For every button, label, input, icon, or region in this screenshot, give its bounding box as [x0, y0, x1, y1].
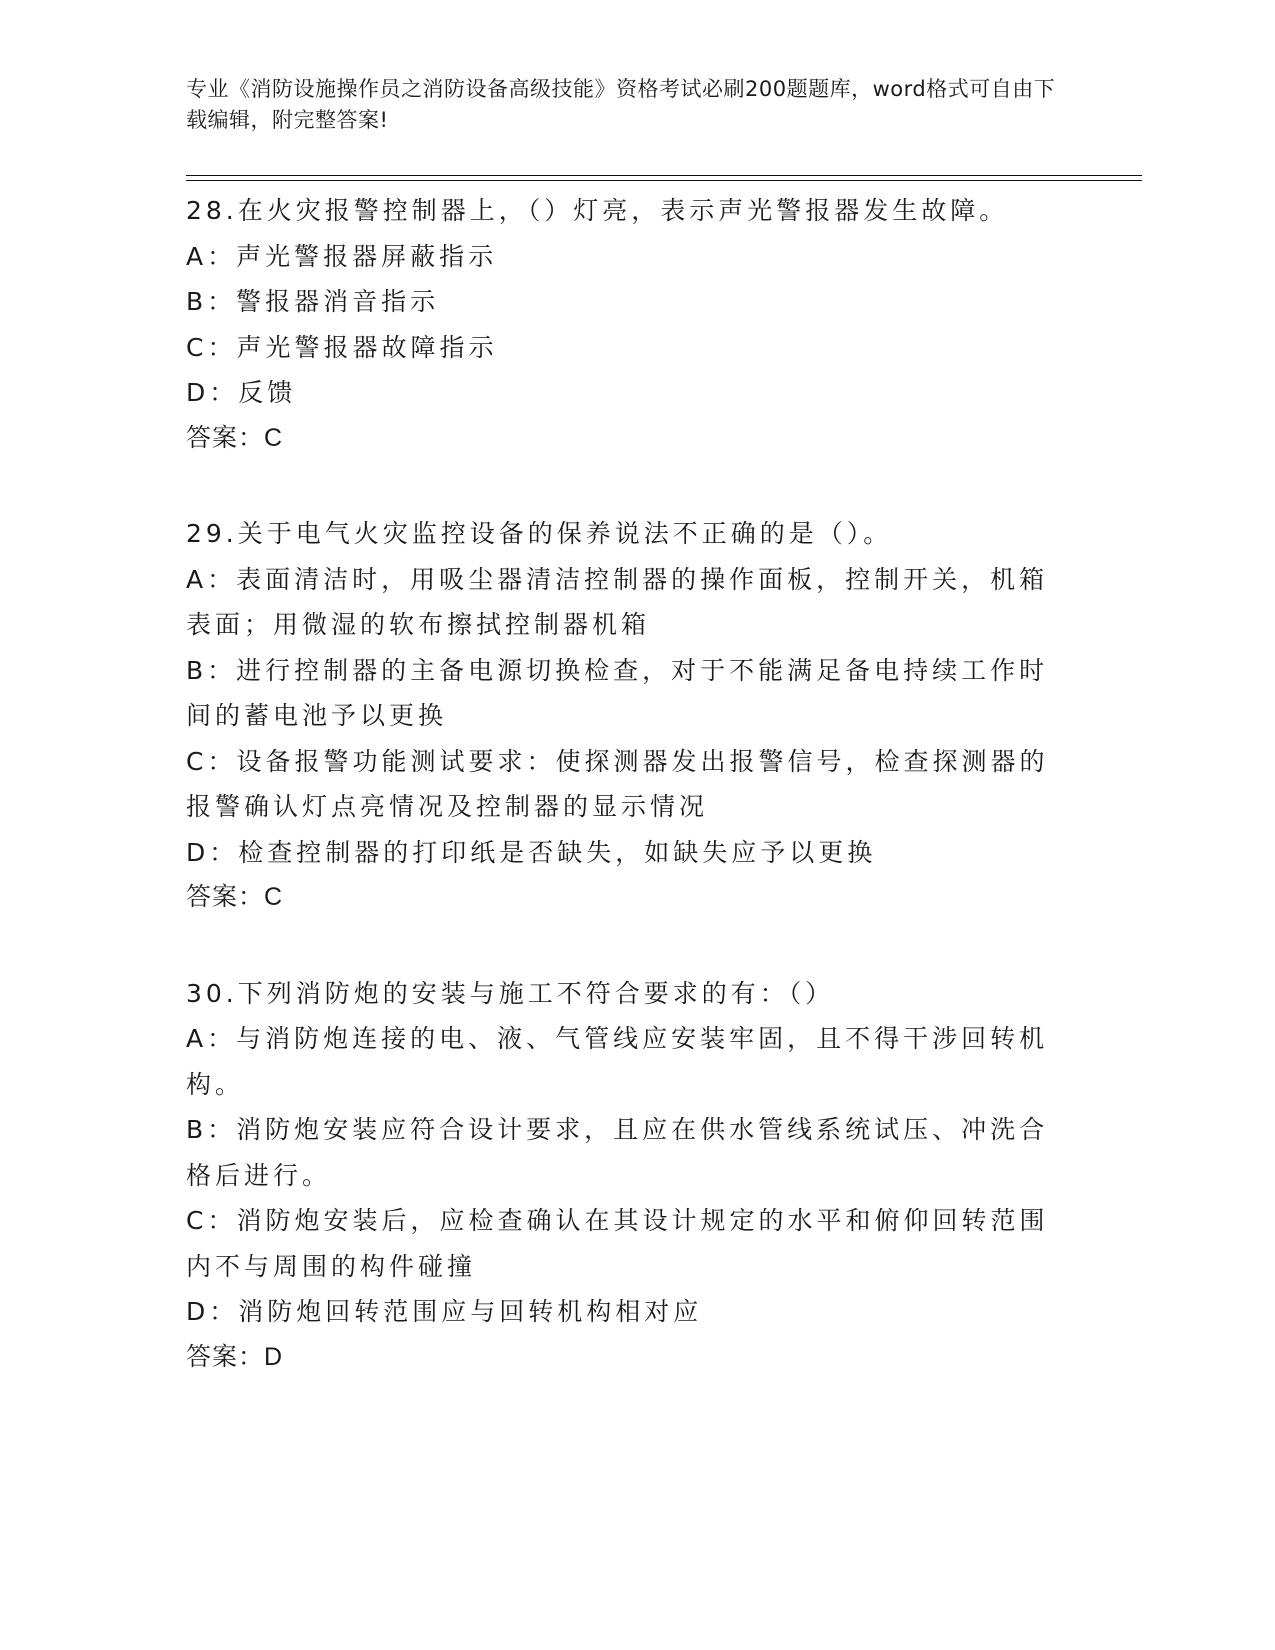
question-stem: 29.关于电气火灾监控设备的保养说法不正确的是（）。 [186, 519, 893, 548]
header-divider-top [186, 175, 1142, 176]
question-list [186, 188, 1066, 1430]
header-divider-bottom [186, 180, 1142, 181]
answer: 答案：D [186, 1342, 284, 1371]
document-header: 专业《消防设施操作员之消防设备高级技能》资格考试必刷200题题库，word格式可自由下载编辑，附完整答案! [186, 77, 1056, 132]
option-b: B：进行控制器的主备电源切换检查，对于不能满足备电持续工作时间的蓄电池予以更换 [186, 655, 1049, 730]
option-a: A：表面清洁时，用吸尘器清洁控制器的操作面板，控制开关，机箱表面；用微湿的软布擦拭控制器机箱 [186, 564, 1049, 639]
question-stem: 30.下列消防炮的安装与施工不符合要求的有：（） [186, 978, 835, 1008]
answer: 答案：C [186, 423, 284, 452]
option-c: C：声光警报器故障指示 [186, 332, 498, 362]
option-b: B：消防炮安装应符合设计要求，且应在供水管线系统试压、冲洗合格后进行。 [186, 1115, 1049, 1190]
answer: 答案：C [186, 883, 284, 911]
option-a: A：声光警报器屏蔽指示 [186, 241, 498, 271]
option-a: A：与消防炮连接的电、液、气管线应安装牢固，且不得干涉回转机构。 [186, 1024, 1049, 1099]
option-d: D：反馈 [186, 378, 297, 407]
option-d: D：检查控制器的打印纸是否缺失，如缺失应予以更换 [186, 837, 877, 867]
question-28 [186, 188, 1066, 461]
question-stem: 28.在火灾报警控制器上，（）灯亮，表示声光警报器发生故障。 [186, 196, 1009, 225]
option-b: B：警报器消音指示 [186, 287, 440, 316]
question-29 [186, 511, 1066, 921]
option-c: C：消防炮安装后，应检查确认在其设计规定的水平和俯仰回转范围内不与周围的构件碰撞 [186, 1206, 1049, 1281]
question-30 [186, 971, 1066, 1381]
option-d: D：消防炮回转范围应与回转机构相对应 [186, 1297, 703, 1326]
option-c: C：设备报警功能测试要求：使探测器发出报警信号，检查探测器的报警确认灯点亮情况及控制器的显示情况 [186, 746, 1049, 821]
